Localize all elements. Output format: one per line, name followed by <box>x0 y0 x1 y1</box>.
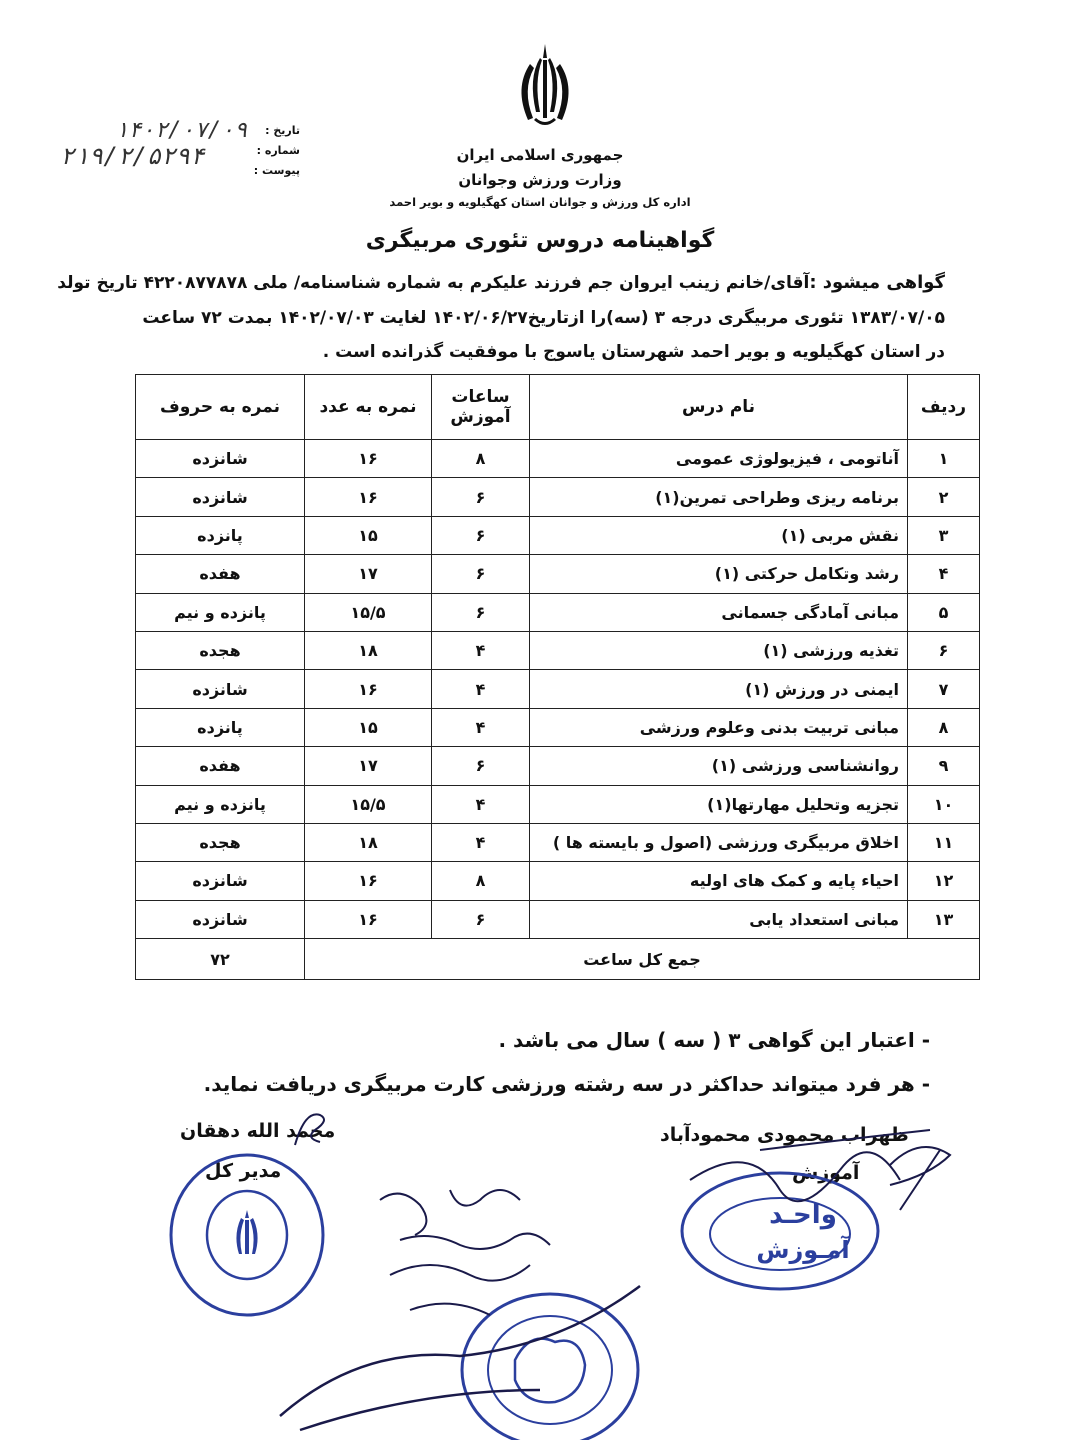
stamp-unit-label: واحـد <box>769 1200 837 1230</box>
table-row <box>136 708 980 746</box>
course-hours: ۴ <box>432 708 530 746</box>
row-number: ۱۰ <box>908 785 980 823</box>
course-name: اخلاق مربیگری ورزشی (اصول و بایسته ها ) <box>530 823 908 861</box>
table-row <box>136 862 980 900</box>
row-number: ۳ <box>908 516 980 554</box>
course-name: آناتومی ، فیزیولوژی عمومی <box>530 440 908 478</box>
score-words: شانزده <box>136 440 305 478</box>
row-number: ۹ <box>908 747 980 785</box>
course-name: برنامه ریزی وطراحی تمرین(۱) <box>530 478 908 516</box>
certificate-line-1 <box>57 272 945 293</box>
score-number: ۱۵ <box>305 708 432 746</box>
row-number: ۵ <box>908 593 980 631</box>
left-signature <box>290 1105 330 1155</box>
course-name: مبانی تربیت بدنی وعلوم ورزشی <box>530 708 908 746</box>
score-number: ۱۸ <box>305 823 432 861</box>
country-name: جمهوری اسلامی ایران <box>456 146 624 164</box>
attachment-label: پیوست : <box>253 164 300 177</box>
date-label: تاریخ : <box>265 124 300 137</box>
iran-emblem-icon <box>510 38 580 130</box>
total-label: جمع کل ساعت <box>305 939 980 980</box>
row-number: ۱۳ <box>908 900 980 938</box>
course-name: ایمنی در ورزش (۱) <box>530 670 908 708</box>
table-row <box>136 478 980 516</box>
row-number: ۱۲ <box>908 862 980 900</box>
course-hours: ۶ <box>432 478 530 516</box>
number-label: شماره : <box>256 144 300 157</box>
header-score-words: نمره به حروف <box>136 375 305 440</box>
course-hours: ۶ <box>432 555 530 593</box>
course-hours: ۴ <box>432 823 530 861</box>
header-course: نام درس <box>530 375 908 440</box>
right-signatory-title: آموزش <box>792 1162 860 1184</box>
course-hours: ۴ <box>432 670 530 708</box>
total-row <box>136 939 980 980</box>
table-row <box>136 631 980 669</box>
score-words: شانزده <box>136 478 305 516</box>
score-number: ۱۶ <box>305 900 432 938</box>
table-row <box>136 440 980 478</box>
course-hours: ۴ <box>432 785 530 823</box>
handwritten-signature <box>260 1180 680 1446</box>
table-row <box>136 516 980 554</box>
score-number: ۱۸ <box>305 631 432 669</box>
course-name: نقش مربی (۱) <box>530 516 908 554</box>
page-title: گواهینامه دروس تئوری مربیگری <box>365 228 715 253</box>
header-row-number: ردیف <box>908 375 980 440</box>
table-row <box>136 593 980 631</box>
certificate-line-2: ۱۳۸۳/۰۷/۰۵ تئوری مربیگری درجه ۳ (سه)را ازتاریخ۱۴۰۲/۰۶/۲۷ لغایت ۱۴۰۲/۰۷/۰۳ بمدت ۷۲ ساعت <box>142 308 945 328</box>
score-number: ۱۶ <box>305 478 432 516</box>
score-words: شانزده <box>136 862 305 900</box>
score-number: ۱۵/۵ <box>305 785 432 823</box>
row-number: ۱ <box>908 440 980 478</box>
score-number: ۱۵ <box>305 516 432 554</box>
certificate-text-1: آقای/خانم زینب ایروان جم فرزند علیکرم به شماره شناسنامه/ ملی ۴۲۲۰۸۷۷۸۷۸ تاریخ تولد <box>57 273 810 293</box>
score-words: هفده <box>136 555 305 593</box>
table-row <box>136 747 980 785</box>
certify-label: گواهی میشود : <box>809 272 945 293</box>
left-signatory-title: مدیر کل <box>205 1160 282 1182</box>
score-words: هجده <box>136 631 305 669</box>
table-row <box>136 555 980 593</box>
score-words: هجده <box>136 823 305 861</box>
date-value: ۱۴۰۲/۰۷/۰۹ <box>115 118 248 143</box>
validity-note: - اعتبار این گواهی ۳ ( سه ) سال می باشد . <box>498 1028 930 1052</box>
left-signatory-name: محمد الله دهقان <box>180 1120 336 1142</box>
header-hours: ساعات آموزش <box>432 375 530 440</box>
score-words: هفده <box>136 747 305 785</box>
course-hours: ۶ <box>432 593 530 631</box>
document-meta <box>60 116 300 186</box>
table-row <box>136 900 980 938</box>
row-number: ۷ <box>908 670 980 708</box>
table-row <box>136 670 980 708</box>
course-hours: ۴ <box>432 631 530 669</box>
ministry-name: وزارت ورزش وجوانان <box>458 171 622 189</box>
score-number: ۱۶ <box>305 862 432 900</box>
score-words: پانزده <box>136 516 305 554</box>
row-number: ۱۱ <box>908 823 980 861</box>
limit-note: - هر فرد میتواند حداکثر در سه رشته ورزشی کارت مربیگری دریافت نماید. <box>203 1072 930 1096</box>
score-number: ۱۵/۵ <box>305 593 432 631</box>
score-words: پانزده <box>136 708 305 746</box>
row-number: ۴ <box>908 555 980 593</box>
right-signatory-name: ظهراب محمودی محمودآباد <box>660 1124 909 1146</box>
course-hours: ۸ <box>432 862 530 900</box>
course-hours: ۶ <box>432 747 530 785</box>
course-name: رشد وتکامل حرکتی (۱) <box>530 555 908 593</box>
course-name: مبانی استعداد یابی <box>530 900 908 938</box>
course-name: مبانی آمادگی جسمانی <box>530 593 908 631</box>
score-number: ۱۷ <box>305 747 432 785</box>
certificate-line-3: در استان کهگیلویه و بویر احمد شهرستان یاسوج با موفقیت گذرانده است . <box>322 342 945 362</box>
row-number: ۶ <box>908 631 980 669</box>
header-score-number: نمره به عدد <box>305 375 432 440</box>
right-signature <box>640 1120 970 1230</box>
course-hours: ۸ <box>432 440 530 478</box>
office-name: اداره کل ورزش و جوانان استان کهگیلویه و بویر احمد <box>389 195 691 209</box>
table-header-row <box>136 375 980 440</box>
course-name: احیاء پایه و کمک های اولیه <box>530 862 908 900</box>
row-number: ۸ <box>908 708 980 746</box>
table-row <box>136 785 980 823</box>
course-name: تغذیه ورزشی (۱) <box>530 631 908 669</box>
score-number: ۱۷ <box>305 555 432 593</box>
score-words: پانزده و نیم <box>136 785 305 823</box>
score-number: ۱۶ <box>305 440 432 478</box>
number-value: ۲۱۹/۲/۵۲۹۴ <box>60 142 205 170</box>
courses-table <box>135 374 980 980</box>
row-number: ۲ <box>908 478 980 516</box>
score-words: شانزده <box>136 900 305 938</box>
score-words: شانزده <box>136 670 305 708</box>
course-hours: ۶ <box>432 516 530 554</box>
course-name: روانشناسی ورزشی (۱) <box>530 747 908 785</box>
total-value: ۷۲ <box>136 939 305 980</box>
score-number: ۱۶ <box>305 670 432 708</box>
table-row <box>136 823 980 861</box>
stamp-education-label: آمـوزش <box>756 1236 850 1264</box>
score-words: پانزده و نیم <box>136 593 305 631</box>
course-hours: ۶ <box>432 900 530 938</box>
course-name: تجزیه وتحلیل مهارتها(۱) <box>530 785 908 823</box>
